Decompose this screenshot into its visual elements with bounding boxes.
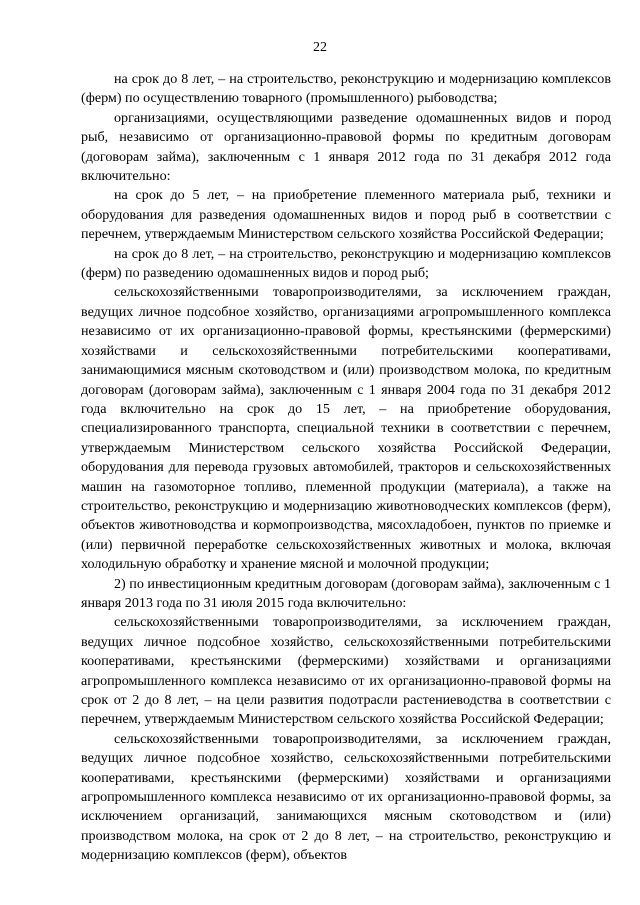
paragraph: 2) по инвестиционным кредитным договорам (договорам займа), заключенным с 1 января 2013 года по 31 июля 2015 года включительно:: [81, 575, 611, 611]
paragraph: организациями, осуществляющими разведение одомашненных видов и пород рыб, независимо от организационно-правовой формы по кредитным договорам (договорам займа), заключенным с 1 января 2012 года по 31 декабря 2012 года включительно:: [81, 109, 611, 185]
paragraph: на срок до 8 лет, – на строительство, реконструкцию и модернизацию комплексов (ферм) по осуществлению товарного (промышленного) рыбоводства;: [81, 71, 611, 107]
paragraph: на срок до 8 лет, – на строительство, реконструкцию и модернизацию комплексов (ферм) по разведению одомашненных видов и пород рыб;: [81, 245, 611, 282]
paragraph: сельскохозяйственными товаропроизводителями, за исключением граждан, ведущих личное подсобное хозяйство, организациями агропромышленного комплекса независимо от их организационно-правовой формы, крестьянскими (фермерскими) хозяйствами и сельскохозяйственными потребительскими кооперативами, занимающимися мясным скотоводством и (или) производством молока, по кредитным договорам (договорам займа), заключенным с 1 января 2004 года по 31 декабря 2012 года включительно на срок до 15 лет, – на приобретение оборудования, специализированного транспорта, специальной техники в соответствии с перечнем, утверждаемым Министерством сельского хозяйства Российской Федерации, оборудования для перевода грузовых автомобилей, тракторов и сельскохозяйственных машин на газомоторное топливо, племенной продукции (материала), а также на строительство, реконструкцию и модернизацию животноводческих комплексов (ферм), объектов животноводства и кормопроизводства, мясохладобоен, пунктов по приемке и (или) первичной переработке сельскохозяйственных животных и молока, включая холодильную обработку и хранение мясной и молочной продукции;: [81, 284, 611, 573]
paragraph: сельскохозяйственными товаропроизводителями, за исключением граждан, ведущих личное подсобное хозяйство, сельскохозяйственными потребительскими кооперативами, крестьянскими (фермерскими) хозяйствами и организациями агропромышленного комплекса независимо от их организационно-правовой формы на срок от 2 до 8 лет, – на цели развития подотрасли растениеводства в соответствии с перечнем, утверждаемым Министерством сельского хозяйства Российской Федерации;: [81, 614, 611, 728]
document-body: [81, 70, 611, 866]
page-number: 22: [313, 40, 327, 55]
paragraph: на срок до 5 лет, – на приобретение племенного материала рыб, техники и оборудования для разведения одомашненных видов и пород рыб в соответствии с перечнем, утверждаемым Министерством сельского хозяйства Российской Федерации;: [81, 187, 611, 243]
paragraph: сельскохозяйственными товаропроизводителями, за исключением граждан, ведущих личное подсобное хозяйство, сельскохозяйственными потребительскими кооперативами, крестьянскими (фермерскими) хозяйствами и организациями агропромышленного комплекса независимо от их организационно-правовой формы, за исключением организаций, занимающихся мясным скотоводством и (или) производством молока, на срок от 2 до 8 лет, – на строительство, реконструкцию и модернизацию комплексов (ферм), объектов: [81, 730, 611, 864]
